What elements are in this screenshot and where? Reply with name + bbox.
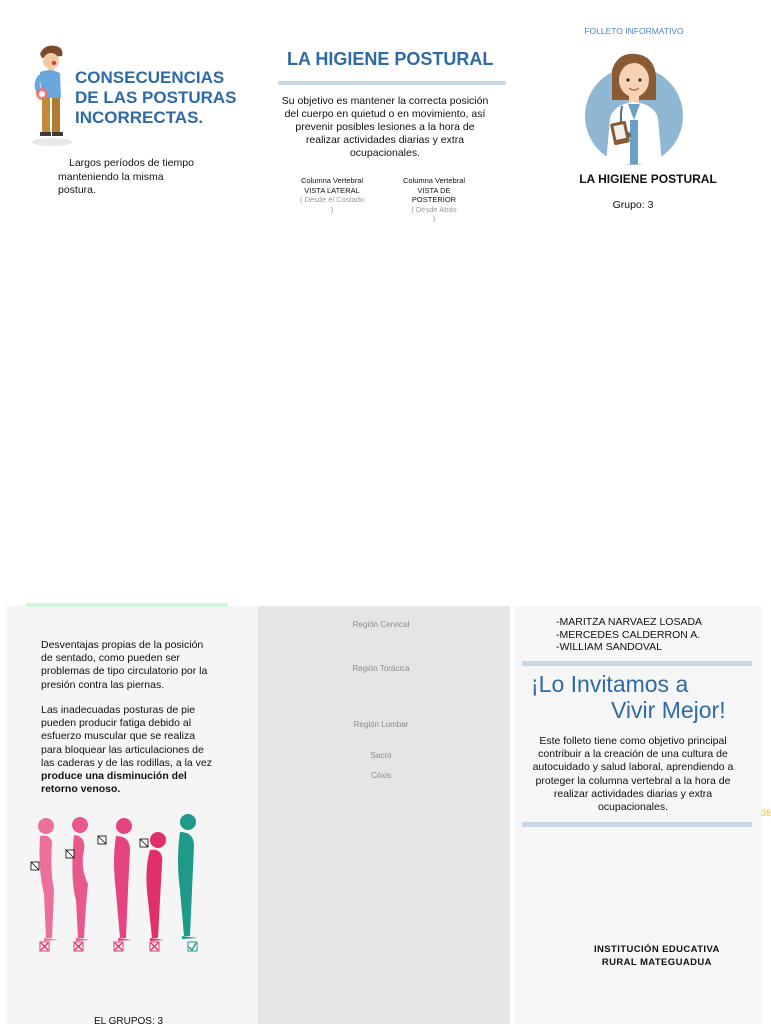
posture-figure-incorrect-1 bbox=[38, 818, 58, 941]
consequences-title: CONSECUENCIAS DE LAS POSTURAS INCORRECTAS. bbox=[75, 68, 237, 127]
caption-lateral-view: Columna Vertebral VISTA LATERAL ( Desde el Costado ) bbox=[299, 176, 365, 214]
invitation-headline-2: Vivir Mejor! bbox=[611, 697, 726, 723]
edge-mark: 38 bbox=[761, 808, 771, 818]
posture-figure-correct bbox=[178, 814, 198, 939]
author-item: -WILLIAM SANDOVAL bbox=[556, 641, 662, 653]
authors-list bbox=[556, 616, 702, 654]
back-pain-man-illustration bbox=[30, 44, 74, 146]
cover-title: LA HIGIENE POSTURAL bbox=[579, 172, 717, 186]
objective-text: Su objetivo es mantener la correcta posición del cuerpo en quietud o en movimiento, así prevenir posibles lesiones a la hora de realizar actividades diarias y extra ocupacionales. bbox=[281, 95, 489, 159]
panel-top-strip bbox=[26, 603, 228, 607]
brochure-kicker: FOLLETO INFORMATIVO bbox=[584, 26, 684, 36]
posture-figure-incorrect-4 bbox=[146, 832, 166, 941]
region-sacrum-label: Sacro bbox=[370, 751, 392, 760]
objective-title: LA HIGIENE POSTURAL bbox=[287, 49, 494, 69]
title-divider bbox=[278, 81, 506, 85]
posture-comparison-illustration bbox=[28, 810, 218, 956]
sitting-disadvantages-text: Desventajas propias de la posición de sentado, como pueden ser problemas de tipo circulatorio por la presión contra las piernas. bbox=[41, 639, 208, 691]
author-item: -MARITZA NARVAEZ LOSADA bbox=[556, 616, 703, 628]
region-thoracic-label: Región Torácica bbox=[352, 664, 410, 673]
standing-disadvantages-text: Las inadecuadas posturas de pie pueden producir fatiga debido al esfuerzo muscular que se realiza para bloquear las articulaciones de las caderas y de las rodillas, a la vez produce una disminución del retorno venoso. bbox=[41, 704, 212, 796]
invitation-headline-1: ¡Lo Invitamos a bbox=[531, 671, 689, 697]
groups-footer: EL GRUPOS: 3 bbox=[94, 1016, 164, 1027]
region-cervical-label: Región Cervical bbox=[352, 620, 410, 629]
posture-figure-incorrect-3 bbox=[114, 818, 132, 941]
cover-group: Grupo: 3 bbox=[612, 199, 654, 211]
author-item: -MERCEDES CALDERRON A. bbox=[556, 628, 701, 641]
invitation-divider-bottom bbox=[522, 822, 752, 827]
correct-mark bbox=[188, 942, 197, 951]
consequences-text: Largos períodos de tiempo manteniendo la misma postura. bbox=[58, 157, 194, 196]
caption-posterior-view: Columna Vertebral VISTA DE POSTERIOR ( Desde Atrás ) bbox=[402, 176, 466, 223]
region-lumbar-label: Región Lumbar bbox=[353, 720, 409, 729]
invitation-divider-top bbox=[522, 661, 752, 666]
school-name: INSTITUCIÓN EDUCATIVA RURAL MATEGUADUA bbox=[594, 944, 720, 968]
incorrect-marks bbox=[40, 942, 159, 951]
posture-figure-incorrect-2 bbox=[72, 817, 90, 941]
invitation-text: Este folleto tiene como objetivo principal contribuir a la creación de una cultura de autocuidado y salud laboral, aprendiendo a proteger la columna vertebral a la hora de realizar actividades diarias y extra ocupacionales. bbox=[532, 735, 734, 814]
region-coccyx-label: Cóxis bbox=[370, 771, 391, 780]
doctor-illustration bbox=[584, 48, 684, 168]
